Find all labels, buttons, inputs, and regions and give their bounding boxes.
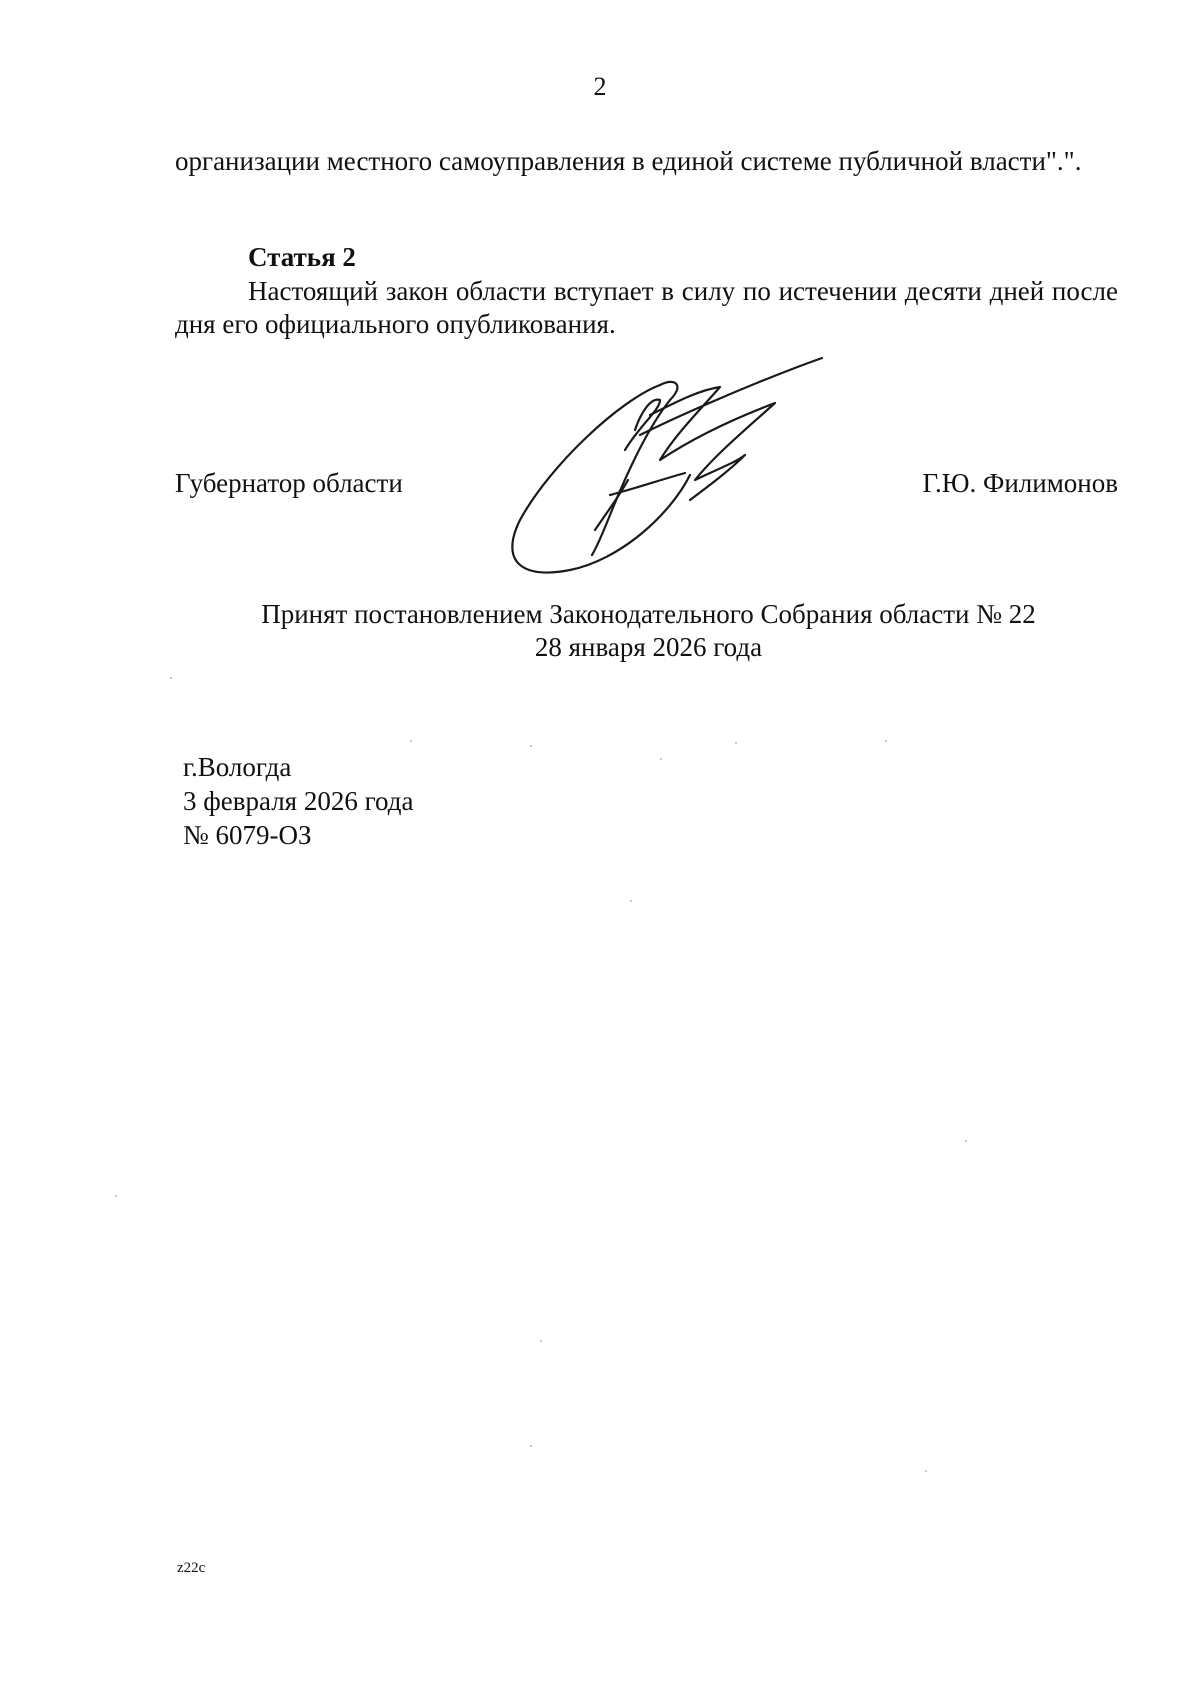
scan-speck — [965, 1140, 967, 1142]
article-heading: Статья 2 — [248, 242, 356, 272]
place-date-block — [183, 750, 413, 852]
city: г.Вологда — [183, 752, 292, 782]
scan-speck — [410, 740, 412, 742]
scan-speck — [735, 742, 737, 744]
page-number: 2 — [593, 72, 607, 101]
governor-title: Губернатор области — [175, 468, 403, 498]
scan-speck — [630, 900, 632, 902]
footer-code: z22c — [177, 1560, 206, 1576]
signing-date: 3 февраля 2026 года — [183, 786, 414, 816]
adoption-note — [0, 598, 1200, 664]
scan-speck — [115, 1195, 117, 1197]
scan-speck — [540, 1340, 542, 1342]
scan-speck — [885, 740, 887, 742]
scan-speck — [530, 1445, 532, 1447]
adoption-line-1: Принят постановлением Законодательного Собрания области № 22 — [261, 599, 1036, 629]
handwritten-signature — [500, 355, 840, 580]
continuation-paragraph: организации местного самоуправления в единой системе публичной власти".". — [175, 146, 1082, 176]
governor-name: Г.Ю. Филимонов — [922, 468, 1118, 498]
law-number: № 6079-ОЗ — [183, 820, 312, 850]
scan-speck — [660, 758, 662, 760]
article-body: Настоящий закон области вступает в силу по истечении десяти дней после дня его официального опубликования. — [175, 276, 1118, 339]
adoption-line-2: 28 января 2026 года — [534, 632, 763, 662]
scan-speck — [925, 1470, 927, 1472]
scan-speck — [530, 745, 532, 747]
scan-speck — [170, 677, 172, 679]
